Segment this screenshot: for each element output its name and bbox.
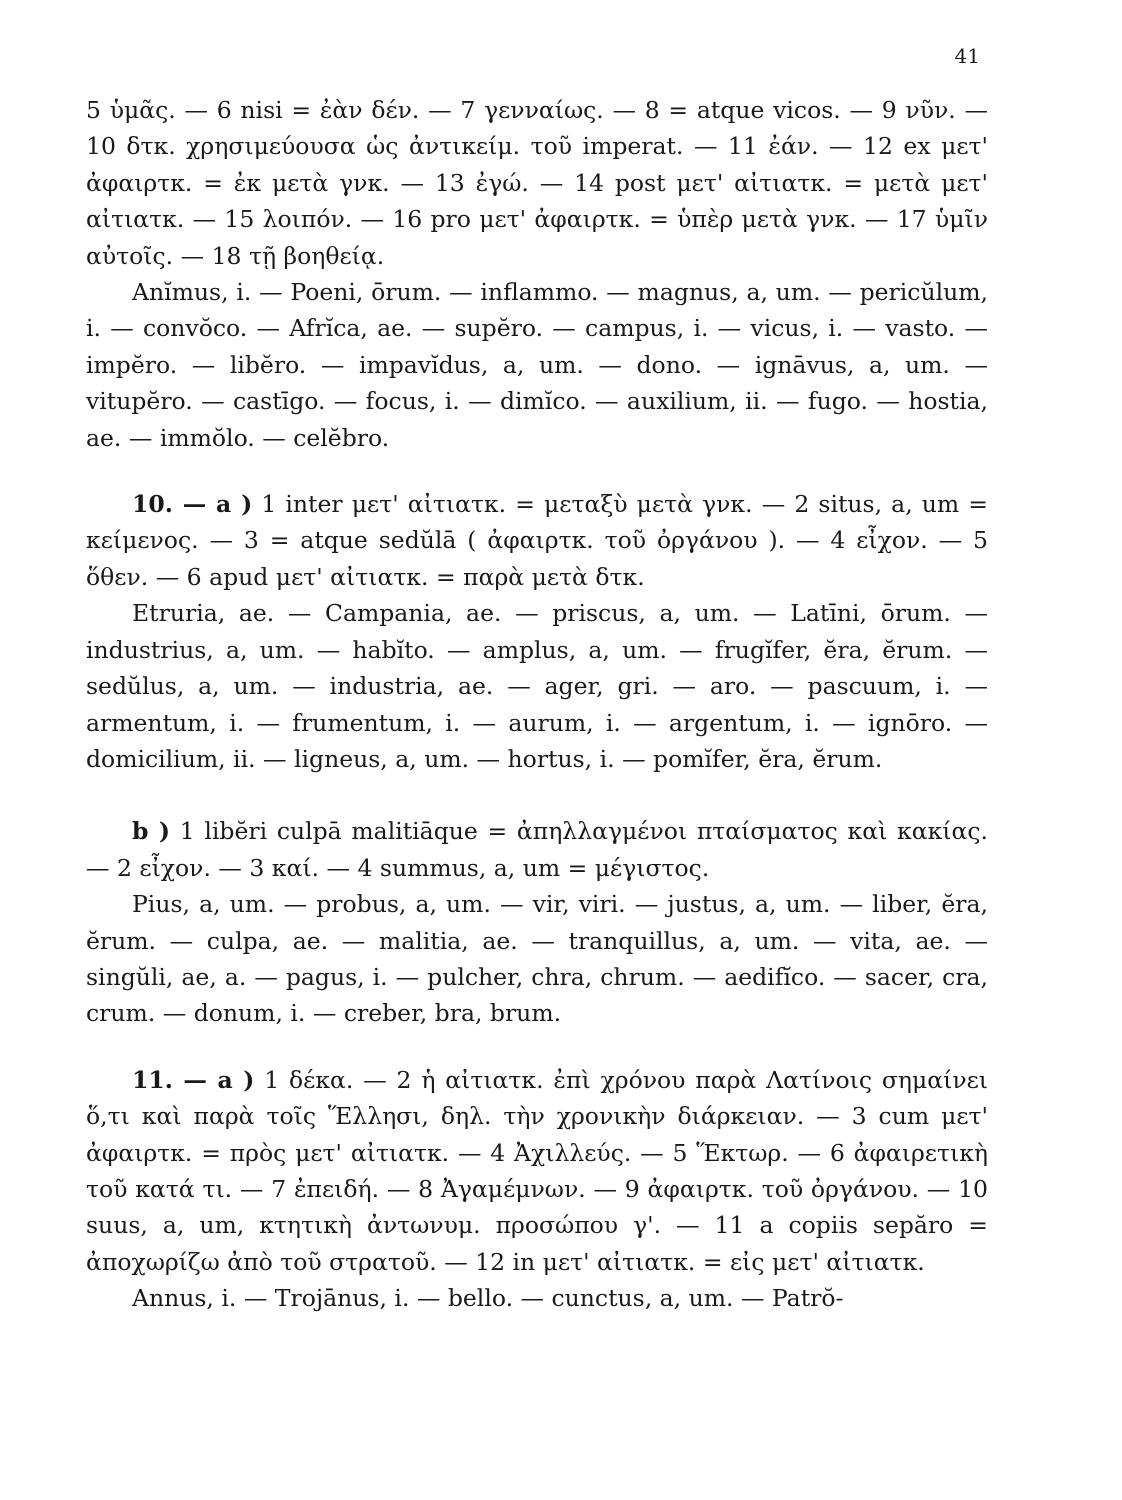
notes-lesson-9-text: 5 ὑμᾶς. — 6 nisi = ἐὰν δέν. — 7 γενναίως. — 8 = atque vicos. — 9 νῦν. — 10 δτκ. χρησιμεύουσα ὡς ἀντικείμ. τοῦ imperat. — 11 ἐάν. — 12 ex μετ' ἀφαιρτκ. = ἐκ μετὰ γνκ. — 13 ἐγώ. — 14 post μετ' αἰτιατκ. = μετὰ μετ' αἰτιατκ. — 15 λοιπόν. — 16 pro μετ' ἀφαιρτκ. = ὑπὲρ μετὰ γνκ. — 17 ὑμῖν αὐτοῖς. — 18 τῇ βοηθείᾳ.: [86, 96, 988, 270]
notes-lesson-11a: [86, 1062, 988, 1280]
vocabulary-lesson-10b-text: Pius, a, um. — probus, a, um. — vir, viri. — justus, a, um. — liber, ĕra, ĕrum. — culpa, ae. — malitia, ae. — tranquillus, a, um. — vita, ae. — singŭli, ae, a. — pagus, i. — pulcher, chra, chrum. — aedifĭco. — sacer, cra, crum. — donum, i. — creber, bra, brum.: [86, 890, 988, 1028]
page-number: 41: [954, 44, 980, 68]
page-body: [86, 92, 988, 1317]
section-heading-10a: 10. — a ): [132, 490, 253, 519]
notes-lesson-10a-text: 1 inter μετ' αἰτιατκ. = μεταξὺ μετὰ γνκ. — 2 situs, a, um = κείμενος. — 3 = atque sedŭlā ( ἀφαιρτκ. τοῦ ὀργάνου ). — 4 εἶχον. — 5 ὅθεν. — 6 apud μετ' αἰτιατκ. = παρὰ μετὰ δτκ.: [86, 490, 988, 591]
section-heading-11a: 11. — a ): [132, 1065, 255, 1094]
vocabulary-lesson-11a: [86, 1280, 988, 1316]
vocabulary-lesson-11a-text: Annus, i. — Trojānus, i. — bello. — cunctus, a, um. — Patrŏ-: [132, 1284, 844, 1313]
vocabulary-lesson-10a: [86, 595, 988, 777]
vocabulary-lesson-10b: [86, 886, 988, 1032]
section-heading-10b: b ): [132, 817, 170, 846]
vocabulary-lesson-9: [86, 274, 988, 456]
notes-lesson-10a: [86, 486, 988, 595]
notes-lesson-11a-text: 1 δέκα. — 2 ἡ αἰτιατκ. ἐπὶ χρόνου παρὰ Λατίνοις σημαίνει ὅ,τι καὶ παρὰ τοῖς Ἕλλησι, δηλ. τὴν χρονικὴν διάρκειαν. — 3 cum μετ' ἀφαιρτκ. = πρὸς μετ' αἰτιατκ. — 4 Ἀχιλλεύς. — 5 Ἕκτωρ. — 6 ἀφαιρετικὴ τοῦ κατά τι. — 7 ἐπειδή. — 8 Ἀγαμέμνων. — 9 ἀφαιρτκ. τοῦ ὀργάνου. — 10 suus, a, um, κτητικὴ ἀντωνυμ. προσώπου γ'. — 11 a copiis sepăro = ἀποχωρίζω ἀπὸ τοῦ στρατοῦ. — 12 in μετ' αἰτιατκ. = εἰς μετ' αἰτιατκ.: [86, 1065, 988, 1276]
notes-lesson-10b-text: 1 libĕri culpā malitiāque = ἀπηλλαγμένοι πταίσματος καὶ κακίας. — 2 εἶχον. — 3 καί. — 4 summus, a, um = μέγιστος.: [86, 817, 989, 882]
notes-lesson-9: [86, 92, 988, 274]
vocabulary-lesson-9-text: Anĭmus, i. — Poeni, ōrum. — inflammo. — magnus, a, um. — pericŭlum, i. — convŏco. — Afrĭca, ae. — supĕro. — campus, i. — vicus, i. — vasto. — impĕro. — libĕro. — impavĭdus, a, um. — dono. — ignāvus, a, um. — vitupĕro. — castīgo. — focus, i. — dimĭco. — auxilium, ii. — fugo. — hostia, ae. — immŏlo. — celĕbro.: [86, 278, 988, 452]
notes-lesson-10b: [86, 813, 988, 886]
vocabulary-lesson-10a-text: Etruria, ae. — Campania, ae. — priscus, a, um. — Latīni, ōrum. — industrius, a, um. — habĭto. — amplus, a, um. — frugĭfer, ĕra, ĕrum. — sedŭlus, a, um. — industria, ae. — ager, gri. — aro. — pascuum, i. — armentum, i. — frumentum, i. — aurum, i. — argentum, i. — ignōro. — domicilium, ii. — ligneus, a, um. — hortus, i. — pomĭfer, ĕra, ĕrum.: [86, 599, 988, 773]
